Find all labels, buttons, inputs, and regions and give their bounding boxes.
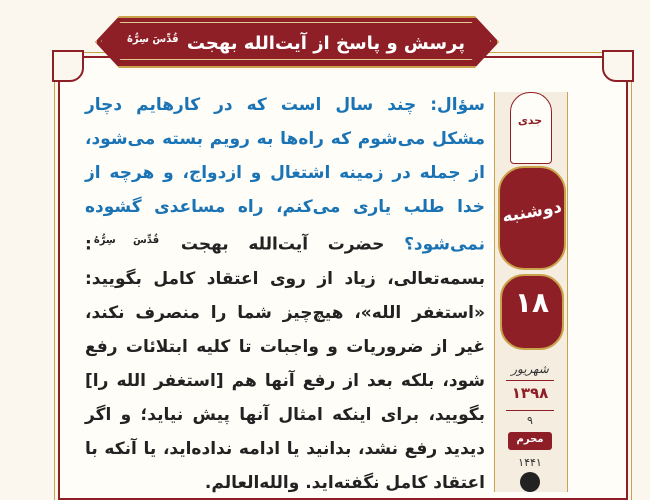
hijri-year: ۱۴۴۱ [518,456,542,469]
calendar-sidebar [494,92,566,492]
corner-ornament-left [52,50,84,82]
day-number: ۱۸ [514,286,550,319]
bottom-ornament [520,472,540,492]
shamsi-year: ۱۳۹۸ [511,384,549,402]
divider-bottom [506,410,554,411]
question-text: سؤال: چند سال است که در کارهایم دچار مشکل می‌شوم که راه‌ها به رویم بسته می‌شود، از جمله در زمینه اشتغال و ازدواج، و هرچه از خدا طلب یاری می‌کنم، راه مساعدی گشوده نمی‌شود؟ [85,95,486,255]
page-title-text: پرسش و پاسخ از آیت‌الله بهجت [186,33,466,54]
answer-lead: حضرت آیت‌الله بهجت [180,234,385,255]
month-frame [510,92,552,164]
shamsi-month: شهریور [511,362,549,376]
page-title [95,16,495,64]
corner-ornament-right [602,50,634,82]
month-label: جدی [517,114,543,127]
title-honorific: قُدِّسَ سِرُّهُ [126,34,179,45]
weekday-label: دوشنبه [500,196,564,228]
divider-top [506,380,554,381]
hijri-month: محرم [516,434,544,445]
qa-text [85,88,485,500]
answer-text: : بسمه‌تعالی، زیاد از روی اعتقاد کامل بگویید: «استغفر الله»، هیچ‌چیز شما را منصرف نکند، غیر از ضروریات و واجبات تا کلیه ابتلائات رفع شود، بلکه بعد از رفع آنها هم [استغفر الله را] بگویید، برای اینکه امثال آنها پیش نیاید؛ و اگر دیدید رفع نشد، بدانید یا ادامه نداده‌اید، یا آنکه با اعتقاد کامل نگفته‌اید. والله‌العالم. [85,234,485,493]
answer-honorific: قُدِّسَ سِرُّهُ [93,235,160,246]
hijri-day: ۹ [527,414,533,427]
